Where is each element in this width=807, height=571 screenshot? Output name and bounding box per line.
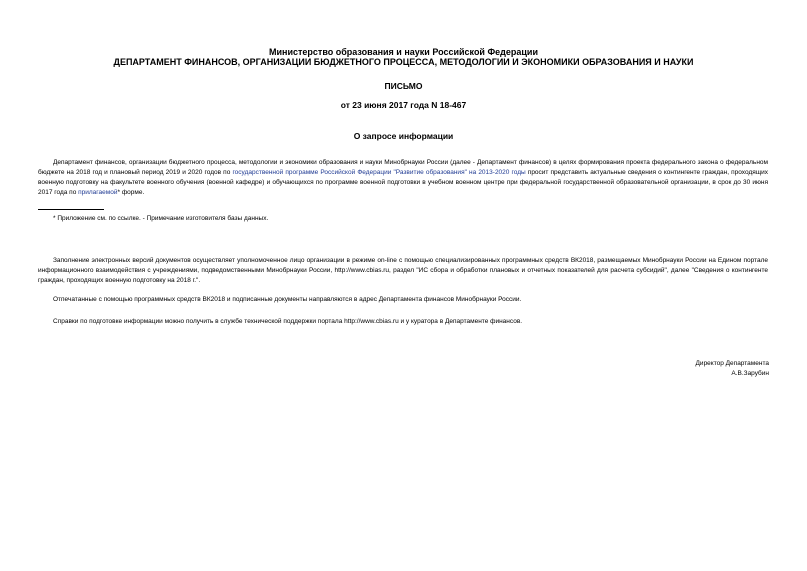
department-title: ДЕПАРТАМЕНТ ФИНАНСОВ, ОРГАНИЗАЦИИ БЮДЖЕТНОГО ПРОЦЕССА, МЕТОДОЛОГИИ И ЭКОНОМИКИ ОБРАЗОВАНИЯ И НАУКИ <box>113 57 694 67</box>
signature-position: Директор Департамента <box>695 360 769 367</box>
paragraph-printed-documents: Отпечатанные с помощью программных средств ВК2018 и подписанные документы направляются в адрес Департамента финансов Минобрнауки России. <box>53 296 522 303</box>
document-type: ПИСЬМО <box>384 81 423 91</box>
paragraph-electronic-forms: Заполнение электронных версий документов осуществляет уполномоченное лицо организации в режиме on-line с помощью специализированных программных средств ВК2018, размещаемых Минобрнауки России на Едином портале информационного взаимодействия с учреждениями, подведомственными Минобрнауки России, http://www.cbias.ru, раздел "ИС сбора и обработки плановых и отчетных показателей для расчета субсидий", далее "Сведения о контингенте граждан, проходящих военную подготовку на 2018 г.". <box>38 257 768 284</box>
paragraph-request <box>38 158 768 198</box>
document-subject: О запросе информации <box>353 131 454 141</box>
attached-form-link[interactable]: прилагаемой <box>78 189 118 196</box>
paragraph-text: Департамент финансов, организации бюджетного процесса, методологии и экономики образования и науки Минобрнауки России (далее - Департамент финансов) в целях формирования проекта федерального закона о федеральном бюджете на 2018 год и плановый период 2019 и 2020 годов по <box>38 159 768 176</box>
paragraph-text: * форме. <box>117 189 145 196</box>
signature-name: А.В.Зарубин <box>731 370 769 377</box>
footnote-divider <box>38 209 104 210</box>
footnote: * Приложение см. по ссылке. - Примечание изготовителя базы данных. <box>53 215 269 222</box>
ministry-title: Министерство образования и науки Российской Федерации <box>269 47 538 57</box>
paragraph-text: просит представить актуальные сведения о контингенте граждан, проходящих военную подготовку на факультете военного обучения (военной кафедре) и обучающихся по программе военной подготовки в учебном военном центре при федеральной государственной образовательной организации, в срок до 30 июня 2017 года по <box>38 169 768 196</box>
document-date-number: от 23 июня 2017 года N 18-467 <box>340 100 467 110</box>
paragraph-support: Справки по подготовке информации можно получить в службе технической поддержки портала http://www.cbias.ru и у куратора в Департаменте финансов. <box>53 318 523 325</box>
state-program-link[interactable]: государственной программе Российской Федерации "Развитие образования" на 2013-2020 годы <box>232 169 526 176</box>
